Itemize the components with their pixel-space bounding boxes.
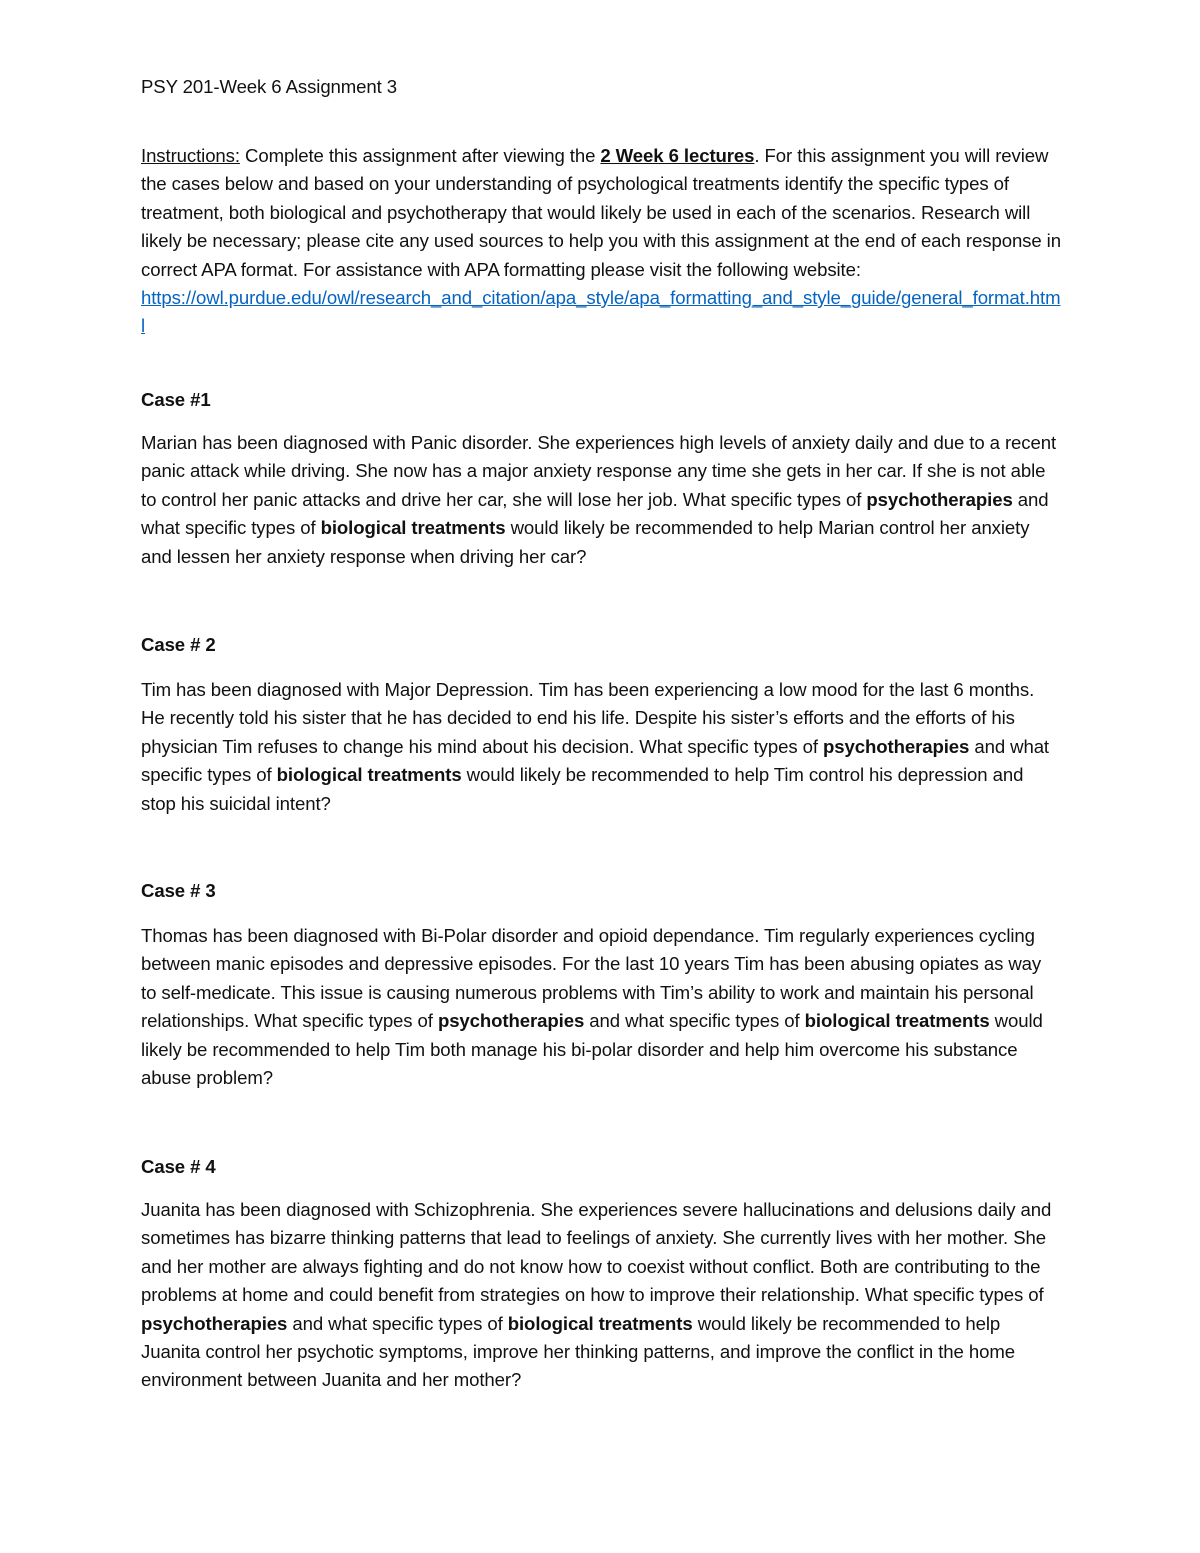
case-4-bold-1: psychotherapies [141,1312,288,1334]
case-1-heading: Case #1 [141,389,211,410]
case-2-text-2: and what specific types of [141,735,1049,786]
instructions-text-1: Complete this assignment after viewing the [239,145,601,166]
case-3-bold-1: psychotherapies [437,1010,585,1032]
case-4-bold-2: biological treatments [507,1312,693,1334]
case-3-heading: Case # 3 [141,880,216,901]
case-2-bold-1: psychotherapies [822,735,970,757]
case-3-text [141,922,1061,1092]
case-4-text-2: and what specific types of [287,1312,508,1334]
case-4-text [141,1196,1061,1395]
case-2-text-1: Tim has been diagnosed with Major Depression. Tim has been experiencing a low mood for the last 6 months. He recently told his sister that he has decided to end his life. Despite his sister’s efforts and the efforts of his physician Tim refuses to change his mind about his decision. What specific types of [141,679,1035,757]
document-title: PSY 201-Week 6 Assignment 3 [141,76,398,97]
case-3-text-1: Thomas has been diagnosed with Bi-Polar disorder and opioid dependance. Tim regularly experiences cycling between manic episodes and depressive episodes. For the last 10 years Tim has been abusing opiates as way to self-medicate. This issue is causing numerous problems with Tim’s ability to work and maintain his personal relationships. What specific types of [141,925,1042,1032]
case-4-text-3: would likely be recommended to help Juanita control her psychotic symptoms, improve her thinking patterns, and improve the conflict in the home environment between Juanita and her mother? [141,1312,1015,1391]
instructions-label: Instructions: [141,145,240,166]
case-2-text-3: would likely be recommended to help Tim control his depression and stop his suicidal intent? [141,764,1024,814]
case-2-bold-2: biological treatments [276,764,462,786]
case-3-text-2: and what specific types of [584,1010,805,1032]
case-2-heading: Case # 2 [141,634,216,655]
apa-format-link[interactable]: https://owl.purdue.edu/owl/research_and_citation/apa_style/apa_formatting_and_style_guide/general_format.html [141,287,1061,337]
case-2-text [141,676,1061,818]
case-1-text-1: Marian has been diagnosed with Panic disorder. She experiences high levels of anxiety daily and due to a recent panic attack while driving. She now has a major anxiety response any time she gets in her car. If she is not able to control her panic attacks and drive her car, she will lose her job. What specific types of [141,432,1057,510]
case-1-bold-1: psychotherapies [866,488,1013,510]
case-1-text-2: and what specific types of [141,488,1049,539]
case-3-text-3: would likely be recommended to help Tim both manage his bi-polar disorder and help him overcome his substance abuse problem? [141,1010,1043,1089]
case-1-text [141,429,1061,571]
case-3-bold-2: biological treatments [804,1010,990,1032]
case-4-heading: Case # 4 [141,1156,216,1177]
case-4-text-1: Juanita has been diagnosed with Schizophrenia. She experiences severe hallucinations and delusions daily and sometimes has bizarre thinking patterns that lead to feelings of anxiety. She currently lives with her mother. She and her mother are always fighting and do not know how to coexist without conflict. Both are contributing to the problems at home and could benefit from strategies on how to improve their relationship. What specific types of [141,1199,1052,1306]
lectures-reference: 2 Week 6 lectures [600,145,755,166]
instructions-paragraph [141,142,1061,341]
case-1-bold-2: biological treatments [320,517,506,539]
instructions-text-2: . For this assignment you will review the cases below and based on your understanding of psychological treatments identify the specific types of treatment, both biological and psychotherapy that would likely be used in each of the scenarios. Research will likely be necessary; please cite any used sources to help you with this assignment at the end of each response in correct APA format. For assistance with APA formatting please visit the following website: [141,145,1061,280]
case-1-text-3: would likely be recommended to help Marian control her anxiety and lessen her anxiety response when driving her car? [141,517,1030,567]
